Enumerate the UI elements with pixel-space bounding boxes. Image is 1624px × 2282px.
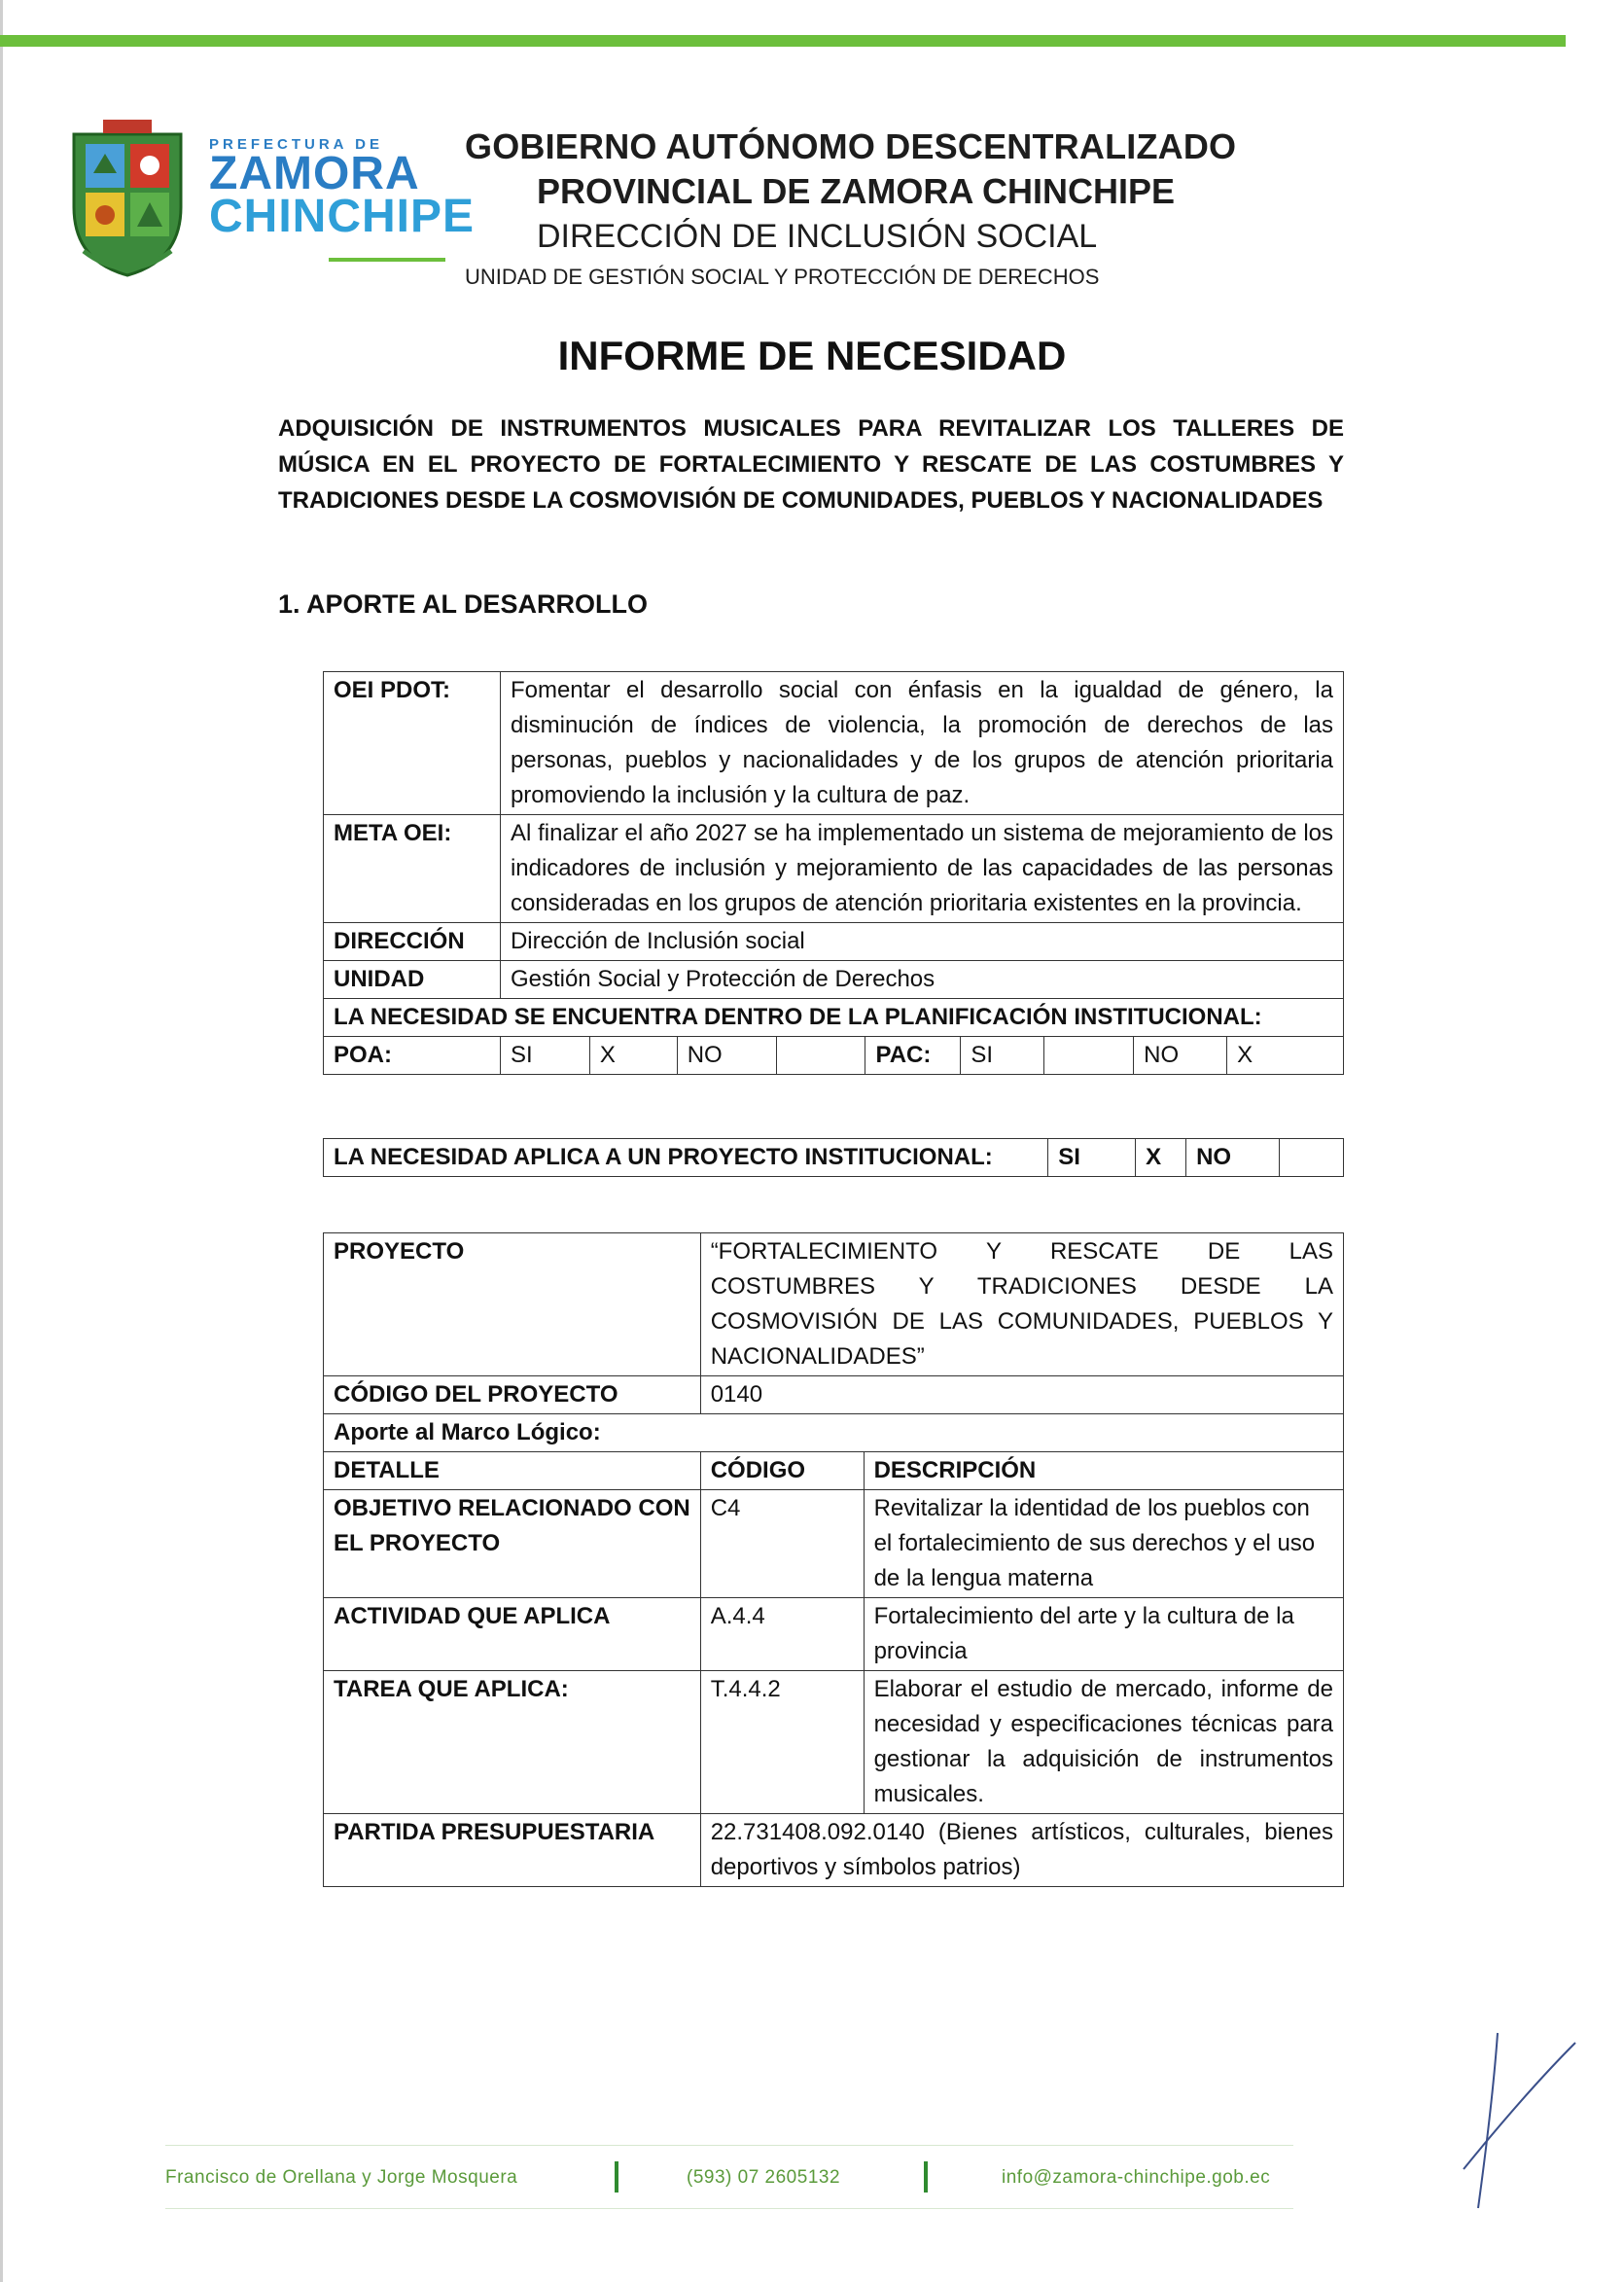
pac-si-mark	[1044, 1037, 1134, 1075]
table-row	[324, 923, 1344, 961]
brand-logo	[209, 136, 476, 242]
row-detalle: ACTIVIDAD QUE APLICA	[324, 1598, 701, 1671]
table-row	[324, 999, 1344, 1037]
table-row	[324, 1598, 1344, 1671]
table-row	[324, 1414, 1344, 1452]
poa-no-mark	[776, 1037, 865, 1075]
partida-label: PARTIDA PRESUPUESTARIA	[324, 1814, 701, 1887]
institutional-project-table	[323, 1138, 1344, 1177]
institutional-no-mark	[1280, 1139, 1344, 1177]
project-table	[323, 1232, 1344, 1887]
partida-value: 22.731408.092.0140 (Bienes artísticos, culturales, bienes deportivos y símbolos patrios)	[700, 1814, 1343, 1887]
meta-label: META OEI:	[324, 815, 501, 923]
row-codigo: C4	[700, 1490, 864, 1598]
brand-name-line2: CHINCHIPE	[209, 191, 476, 242]
poa-si: SI	[500, 1037, 589, 1075]
table-row	[324, 1233, 1344, 1376]
poa-no: NO	[677, 1037, 776, 1075]
column-header-codigo: CÓDIGO	[700, 1452, 864, 1490]
pac-no-mark: X	[1227, 1037, 1344, 1075]
table-row	[324, 1671, 1344, 1814]
footer-divider-bottom	[165, 2208, 1293, 2209]
row-descripcion: Elaborar el estudio de mercado, informe de necesidad y especificaciones técnicas para gestionar la adquisición de instrumentos musicales.	[864, 1671, 1343, 1814]
proyecto-value: “FORTALECIMIENTO Y RESCATE DE LAS COSTUMBRES Y TRADICIONES DESDE LA COSMOVISIÓN DE LAS COMUNIDADES, PUEBLOS Y NACIONALIDADES”	[700, 1233, 1343, 1376]
section-heading: 1. APORTE AL DESARROLLO	[278, 589, 649, 619]
table-row	[324, 1139, 1344, 1177]
column-header-detalle: DETALLE	[324, 1452, 701, 1490]
oei-value: Fomentar el desarrollo social con énfasis en la igualdad de género, la disminución de índices de violencia, la promoción de derechos de las personas, pueblos y nacionalidades y de los grupos de atención prioritaria promoviendo la inclusión y la cultura de paz.	[500, 672, 1343, 815]
table-row	[324, 672, 1344, 815]
pac-label: PAC:	[865, 1037, 961, 1075]
column-header-descripcion: DESCRIPCIÓN	[864, 1452, 1343, 1490]
proyecto-label: PROYECTO	[324, 1233, 701, 1376]
brand-underline	[329, 258, 445, 262]
table-row	[324, 961, 1344, 999]
row-descripcion: Revitalizar la identidad de los pueblos con el fortalecimiento de sus derechos y el uso de la lengua materna	[864, 1490, 1343, 1598]
footer-address: Francisco de Orellana y Jorge Mosquera	[165, 2167, 518, 2188]
table-row	[324, 1814, 1344, 1887]
marco-logico-label: Aporte al Marco Lógico:	[324, 1414, 1344, 1452]
table-row	[324, 1490, 1344, 1598]
table-row	[324, 1037, 1344, 1075]
brand-name-line1: ZAMORA	[209, 148, 420, 199]
footer-separator	[615, 2161, 618, 2193]
oei-label: OEI PDOT:	[324, 672, 501, 815]
direccion-label: DIRECCIÓN	[324, 923, 501, 961]
row-descripcion: Fortalecimiento del arte y la cultura de la provincia	[864, 1598, 1343, 1671]
row-detalle: OBJETIVO RELACIONADO CON EL PROYECTO	[324, 1490, 701, 1598]
planificacion-label: LA NECESIDAD SE ENCUENTRA DENTRO DE LA PLANIFICACIÓN INSTITUCIONAL:	[324, 999, 1344, 1037]
meta-value: Al finalizar el año 2027 se ha implementado un sistema de mejoramiento de los indicadores de inclusión y mejoramiento de las capacidades de las personas consideradas en los grupos de atención prioritaria existentes en la provincia.	[500, 815, 1343, 923]
header-line-3: DIRECCIÓN DE INCLUSIÓN SOCIAL	[537, 218, 1098, 255]
institutional-project-label: LA NECESIDAD APLICA A UN PROYECTO INSTITUCIONAL:	[324, 1139, 1048, 1177]
footer-phone: (593) 07 2605132	[687, 2167, 841, 2188]
pac-si: SI	[961, 1037, 1044, 1075]
codigo-label: CÓDIGO DEL PROYECTO	[324, 1376, 701, 1414]
table-header-row	[324, 1452, 1344, 1490]
footer-email[interactable]: info@zamora-chinchipe.gob.ec	[1002, 2167, 1271, 2188]
row-codigo: A.4.4	[700, 1598, 864, 1671]
development-table	[323, 671, 1344, 1075]
unidad-value: Gestión Social y Protección de Derechos	[500, 961, 1343, 999]
document-subtitle: ADQUISICIÓN DE INSTRUMENTOS MUSICALES PARA REVITALIZAR LOS TALLERES DE MÚSICA EN EL PROYECTO DE FORTALECIMIENTO Y RESCATE DE LAS COSTUMBRES Y TRADICIONES DESDE LA COSMOVISIÓN DE COMUNIDADES, PUEBLOS Y NACIONALIDADES	[278, 415, 1344, 514]
codigo-value: 0140	[700, 1376, 1343, 1414]
row-codigo: T.4.4.2	[700, 1671, 864, 1814]
pac-no: NO	[1134, 1037, 1227, 1075]
header-line-1: GOBIERNO AUTÓNOMO DESCENTRALIZADO	[465, 126, 1237, 166]
direccion-value: Dirección de Inclusión social	[500, 923, 1343, 961]
row-detalle: TAREA QUE APLICA:	[324, 1671, 701, 1814]
poa-label: POA:	[324, 1037, 501, 1075]
institutional-si: SI	[1048, 1139, 1136, 1177]
header-accent-bar	[0, 35, 1566, 47]
brand-small-text: PREFECTURA DE	[209, 136, 383, 153]
document-title: INFORME DE NECESIDAD	[557, 333, 1067, 378]
signature-mark	[1449, 2023, 1585, 2218]
institutional-si-mark: X	[1136, 1139, 1186, 1177]
footer-divider-top	[165, 2145, 1293, 2146]
poa-si-mark: X	[589, 1037, 677, 1075]
coat-of-arms-icon	[64, 115, 191, 280]
institutional-no: NO	[1186, 1139, 1280, 1177]
table-row	[324, 1376, 1344, 1414]
header-line-2: PROVINCIAL DE ZAMORA CHINCHIPE	[537, 171, 1176, 211]
footer-separator	[924, 2161, 928, 2193]
unidad-label: UNIDAD	[324, 961, 501, 999]
table-row	[324, 815, 1344, 923]
header-line-4: UNIDAD DE GESTIÓN SOCIAL Y PROTECCIÓN DE DERECHOS	[465, 265, 1100, 289]
